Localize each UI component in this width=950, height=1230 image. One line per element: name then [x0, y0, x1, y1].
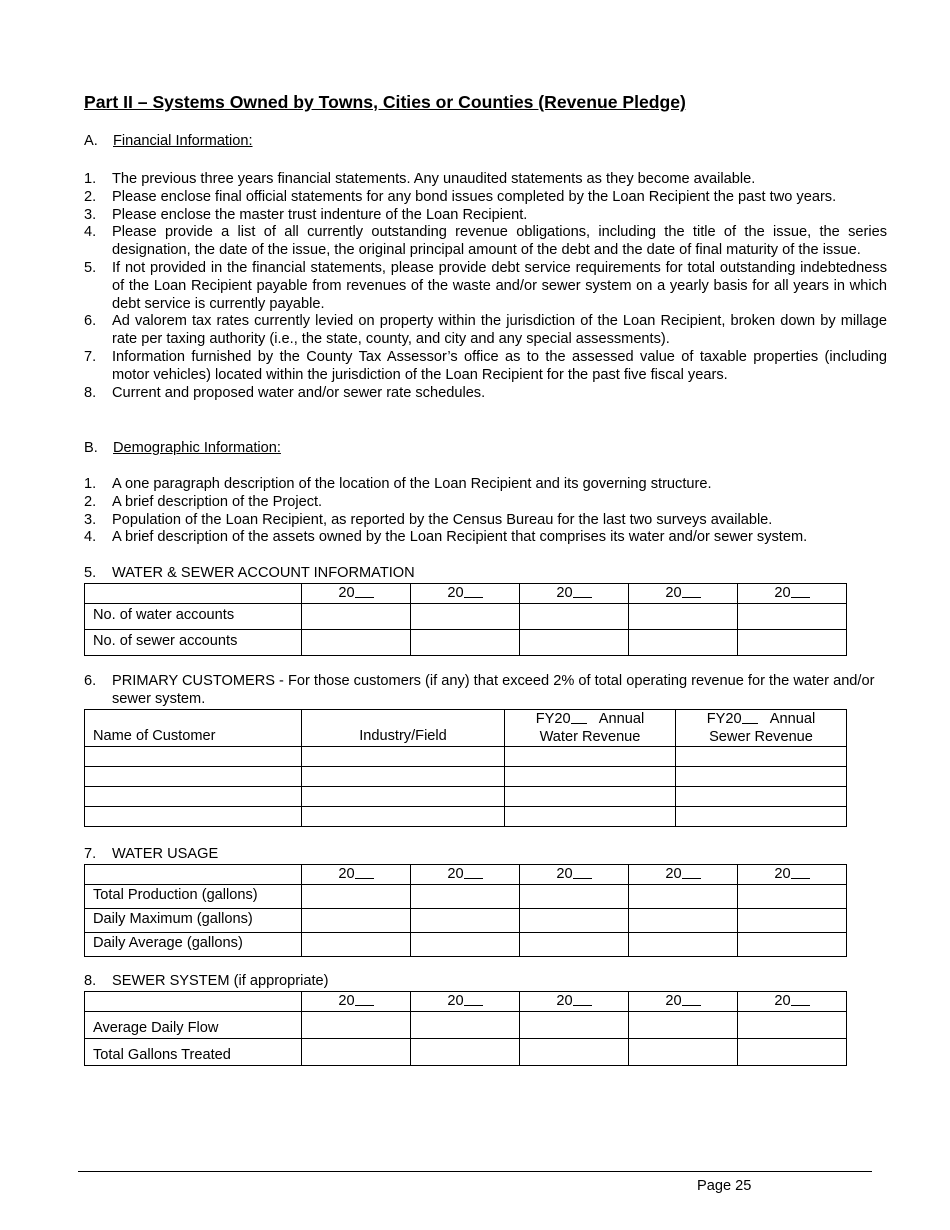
primary-customers-table	[84, 709, 847, 827]
input-cell[interactable]	[411, 884, 520, 908]
water-sewer-accounts-heading: 5. WATER & SEWER ACCOUNT INFORMATION	[84, 565, 415, 581]
year-cell: 20	[302, 865, 411, 885]
input-cell[interactable]	[411, 1038, 520, 1065]
list-item: 2. Please enclose final official statements for any bond issues completed by the Loan Recipient the past two years.	[84, 188, 837, 205]
input-cell[interactable]	[411, 908, 520, 932]
year-cell: 20	[738, 584, 847, 604]
table-row	[85, 1011, 847, 1038]
section-a-list	[84, 171, 887, 402]
table-row	[85, 603, 847, 629]
input-cell[interactable]	[302, 884, 411, 908]
input-cell[interactable]	[302, 908, 411, 932]
footer-rule	[78, 1171, 872, 1172]
section-b-heading	[84, 440, 281, 458]
year-cell: 20	[520, 992, 629, 1012]
table-row	[85, 629, 847, 655]
input-cell[interactable]	[738, 629, 847, 655]
input-cell[interactable]	[520, 1038, 629, 1065]
year-cell: 20	[302, 584, 411, 604]
col-header-water-revenue: FY20 Annual Water Revenue	[505, 710, 676, 747]
table-row	[85, 787, 847, 807]
section-a-letter: A.	[84, 133, 98, 149]
input-cell[interactable]	[738, 932, 847, 956]
input-cell[interactable]	[505, 767, 676, 787]
input-cell[interactable]	[520, 884, 629, 908]
input-cell[interactable]	[629, 629, 738, 655]
input-cell[interactable]	[505, 807, 676, 827]
input-cell[interactable]	[520, 1011, 629, 1038]
input-cell[interactable]	[520, 932, 629, 956]
list-item: 3. Please enclose the master trust indenture of the Loan Recipient.	[84, 206, 528, 223]
list-item: 3. Population of the Loan Recipient, as reported by the Census Bureau for the last two surveys available.	[84, 511, 773, 528]
input-cell[interactable]	[411, 932, 520, 956]
list-item: 4. Please provide a list of all currently outstanding revenue obligations, including the title of the issue, the series designation, the date of the issue, the original principal amount of the debt and the date of final maturity of the issue.	[84, 224, 887, 259]
water-usage-table	[84, 864, 847, 957]
input-cell[interactable]	[629, 932, 738, 956]
row-label: Average Daily Flow	[85, 1011, 302, 1038]
input-cell[interactable]	[302, 747, 505, 767]
input-cell[interactable]	[676, 807, 847, 827]
year-cell: 20	[302, 992, 411, 1012]
input-cell[interactable]	[302, 603, 411, 629]
table-row	[85, 884, 847, 908]
list-item: 2. A brief description of the Project.	[84, 493, 323, 510]
input-cell[interactable]	[520, 908, 629, 932]
list-item: 1. A one paragraph description of the location of the Loan Recipient and its governing structure.	[84, 476, 712, 492]
section-b-list	[84, 476, 887, 547]
input-cell[interactable]	[520, 603, 629, 629]
col-header-name: Name of Customer	[85, 710, 302, 747]
input-cell[interactable]	[302, 1038, 411, 1065]
table-row	[85, 908, 847, 932]
page-number: Page 25	[697, 1178, 752, 1194]
section-b-title: Demographic Information:	[113, 440, 281, 456]
list-item: 8. Current and proposed water and/or sewer rate schedules.	[84, 384, 486, 401]
col-header-industry: Industry/Field	[302, 710, 505, 747]
page-title: Part II – Systems Owned by Towns, Cities or Counties (Revenue Pledge)	[84, 92, 686, 112]
water-sewer-accounts-table	[84, 583, 847, 656]
input-cell[interactable]	[302, 807, 505, 827]
input-cell[interactable]	[738, 1011, 847, 1038]
input-cell[interactable]	[676, 787, 847, 807]
input-cell[interactable]	[85, 787, 302, 807]
list-item: 6. Ad valorem tax rates currently levied on property within the jurisdiction of the Loan Recipient, broken down by millage rate per taxing authority (i.e., the state, county, and city and any special assessments).	[84, 313, 887, 348]
input-cell[interactable]	[629, 908, 738, 932]
water-usage-heading: 7. WATER USAGE	[84, 846, 219, 862]
input-cell[interactable]	[85, 807, 302, 827]
input-cell[interactable]	[676, 767, 847, 787]
input-cell[interactable]	[629, 884, 738, 908]
sewer-system-table	[84, 991, 847, 1066]
year-cell: 20	[411, 584, 520, 604]
row-label: No. of sewer accounts	[85, 629, 302, 655]
table-row	[85, 807, 847, 827]
row-label: Total Production (gallons)	[85, 884, 302, 908]
table-header-row	[85, 865, 847, 885]
section-b-letter: B.	[84, 440, 98, 456]
year-cell: 20	[738, 865, 847, 885]
input-cell[interactable]	[302, 787, 505, 807]
input-cell[interactable]	[629, 1011, 738, 1038]
section-a-title: Financial Information:	[113, 133, 253, 149]
year-cell: 20	[629, 865, 738, 885]
input-cell[interactable]	[738, 884, 847, 908]
year-cell: 20	[629, 584, 738, 604]
list-item: 7. Information furnished by the County Tax Assessor’s office as to the assessed value of taxable properties (including motor vehicles) located within the jurisdiction of the Loan Recipient for the past five fiscal years.	[84, 348, 887, 383]
year-cell: 20	[411, 865, 520, 885]
input-cell[interactable]	[411, 1011, 520, 1038]
input-cell[interactable]	[505, 787, 676, 807]
input-cell[interactable]	[85, 767, 302, 787]
input-cell[interactable]	[302, 767, 505, 787]
input-cell[interactable]	[738, 908, 847, 932]
input-cell[interactable]	[302, 629, 411, 655]
input-cell[interactable]	[738, 603, 847, 629]
year-cell: 20	[629, 992, 738, 1012]
table-header-row	[85, 710, 847, 747]
table-header-row	[85, 584, 847, 604]
section-a-heading	[84, 133, 253, 151]
list-item: 4. A brief description of the assets owned by the Loan Recipient that comprises its water and/or sewer system.	[84, 529, 808, 546]
input-cell[interactable]	[411, 629, 520, 655]
col-header-sewer-revenue: FY20 Annual Sewer Revenue	[676, 710, 847, 747]
input-cell[interactable]	[629, 603, 738, 629]
year-cell: 20	[520, 865, 629, 885]
year-cell: 20	[411, 992, 520, 1012]
input-cell[interactable]	[738, 1038, 847, 1065]
input-cell[interactable]	[676, 747, 847, 767]
primary-customers-heading: 6. PRIMARY CUSTOMERS - For those customers (if any) that exceed 2% of total operating revenue for the water and/or sewer system.	[84, 673, 875, 707]
row-label: Daily Average (gallons)	[85, 932, 302, 956]
table-row	[85, 932, 847, 956]
year-cell: 20	[738, 992, 847, 1012]
table-row	[85, 747, 847, 767]
year-cell: 20	[520, 584, 629, 604]
sewer-system-heading: 8. SEWER SYSTEM (if appropriate)	[84, 973, 329, 989]
list-item: 5. If not provided in the financial statements, please provide debt service requirements for total outstanding indebtedness of the Loan Recipient payable from revenues of the waste and/or sewer system on a yearly basis for all years in which debt service is currently payable.	[84, 259, 887, 312]
row-label: Daily Maximum (gallons)	[85, 908, 302, 932]
input-cell[interactable]	[302, 1011, 411, 1038]
input-cell[interactable]	[520, 629, 629, 655]
input-cell[interactable]	[411, 603, 520, 629]
table-row	[85, 767, 847, 787]
input-cell[interactable]	[85, 747, 302, 767]
row-label: Total Gallons Treated	[85, 1038, 302, 1065]
input-cell[interactable]	[629, 1038, 738, 1065]
table-row	[85, 1038, 847, 1065]
list-item: 1. The previous three years financial statements. Any unaudited statements as they become available.	[84, 171, 756, 187]
table-header-row	[85, 992, 847, 1012]
input-cell[interactable]	[505, 747, 676, 767]
input-cell[interactable]	[302, 932, 411, 956]
row-label: No. of water accounts	[85, 603, 302, 629]
